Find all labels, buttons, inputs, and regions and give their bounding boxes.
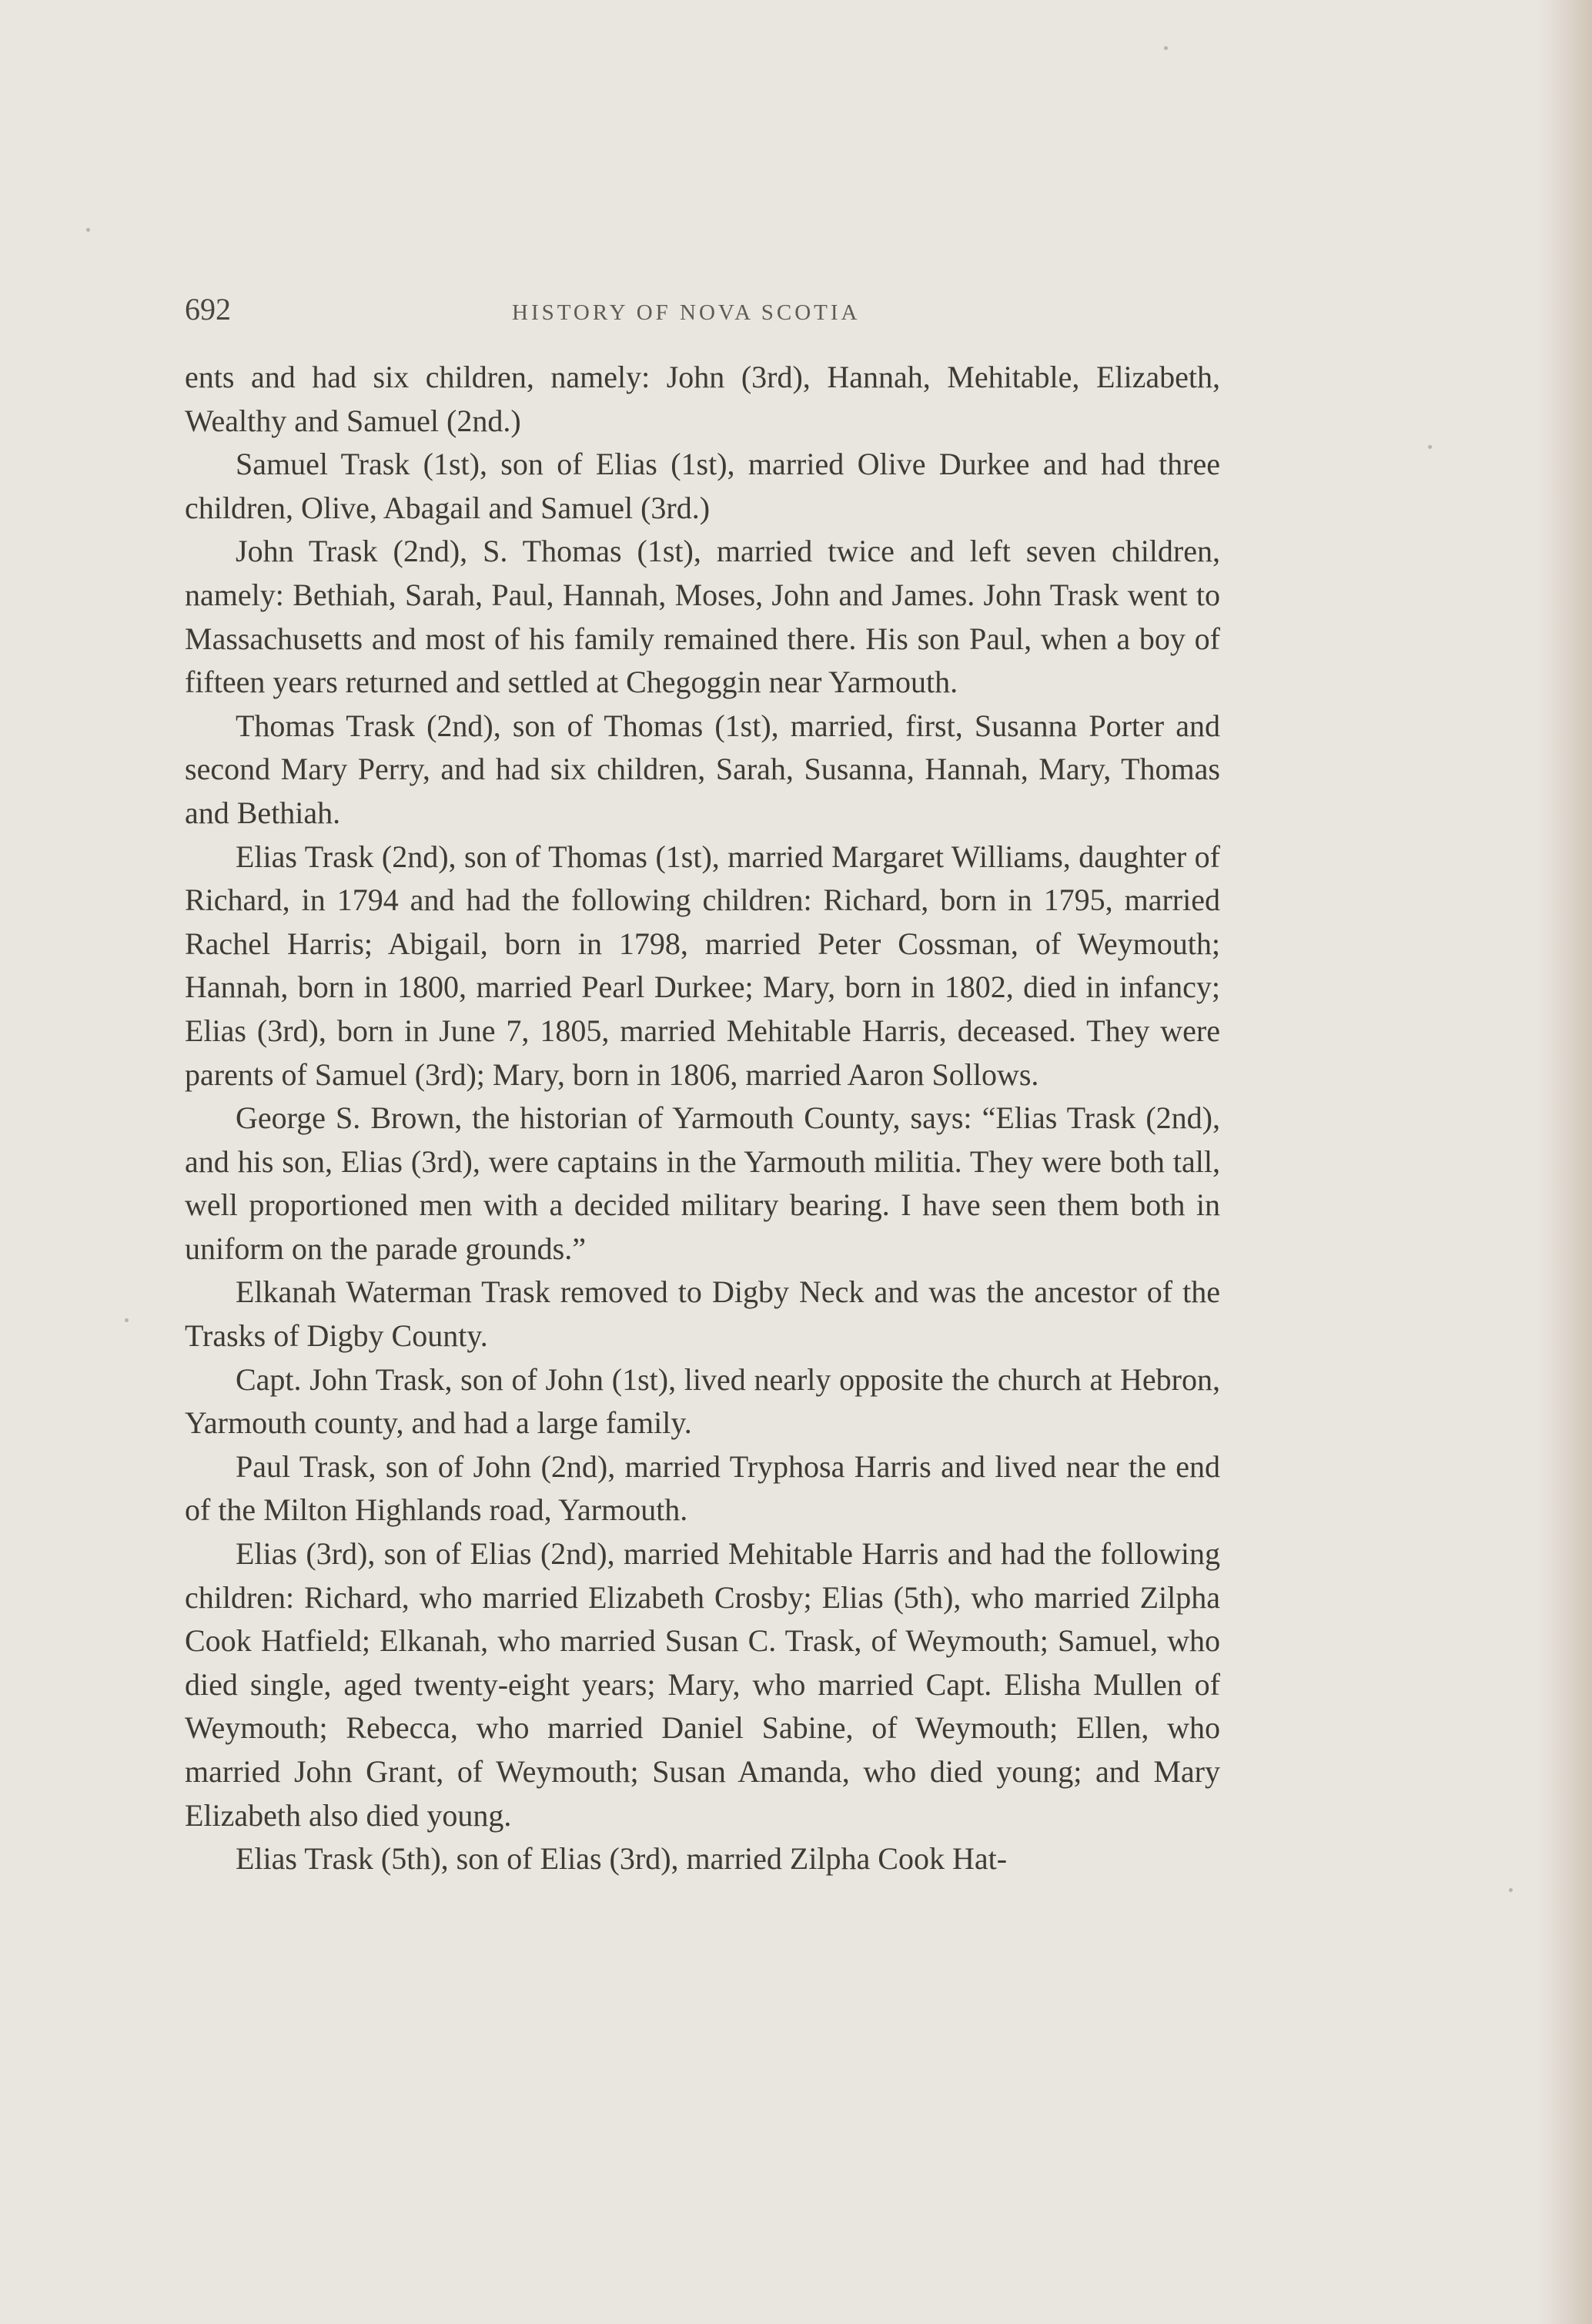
paragraph: John Trask (2nd), S. Thomas (1st), married twice and left seven children, namely: Bethiah, Sarah, Paul, Hannah, Moses, John and James. John Trask went to Massachusetts and most of his family remained there. His son Paul, when a boy of fifteen years returned and settled at Chegoggin near Yarmouth.: [185, 534, 1220, 700]
paragraph: Capt. John Trask, son of John (1st), lived nearly opposite the church at Hebron, Yarmouth county, and had a large family.: [185, 1361, 1220, 1441]
body-text: [185, 356, 1220, 1881]
page-number: 692: [185, 292, 231, 326]
page-header: [185, 286, 1224, 333]
paper-speck: [1428, 445, 1432, 449]
paragraph: George S. Brown, the historian of Yarmouth County, says: “Elias Trask (2nd), and his son, Elias (3rd), were captains in the Yarmouth militia. They were both tall, well proportioned men with a decided military bearing. I have seen them both in uniform on the parade grounds.”: [185, 1100, 1220, 1266]
page-edge-shadow: [1538, 0, 1592, 2324]
paragraph: Samuel Trask (1st), son of Elias (1st), married Olive Durkee and had three children, Olive, Abagail and Samuel (3rd.): [185, 447, 1220, 525]
paragraph: Elias Trask (2nd), son of Thomas (1st), married Margaret Williams, daughter of Richard, in 1794 and had the following children: Richard, born in 1795, married Rachel Harris; Abigail, born in 1798, married Peter Cossman, of Weymouth; Hannah, born in 1800, married Pearl Durkee; Mary, born in 1802, died in infancy; Elias (3rd), born in June 7, 1805, married Mehitable Harris, deceased. They were parents of Samuel (3rd); Mary, born in 1806, married Aaron Sollows.: [185, 839, 1220, 1092]
paragraph: Elkanah Waterman Trask removed to Digby Neck and was the ancestor of the Trasks of Digby County.: [185, 1274, 1220, 1354]
paper-speck: [86, 228, 90, 232]
paper-speck: [1509, 1888, 1513, 1892]
paragraph: Elias (3rd), son of Elias (2nd), married Mehitable Harris and had the following children: Richard, who married Elizabeth Crosby; Elias (5th), who married Zilpha Cook Hatfield; Elkanah, who married Susan C. Trask, of Weymouth; Samuel, who died single, aged twenty-eight years; Mary, who married Capt. Elisha Mullen of Weymouth; Rebecca, who married Daniel Sabine, of Weymouth; Ellen, who married John Grant, of Weymouth; Susan Amanda, who died young; and Mary Elizabeth also died young.: [185, 1536, 1220, 1833]
paragraph: Paul Trask, son of John (2nd), married Tryphosa Harris and lived near the end of the Milton Highlands road, Yarmouth.: [185, 1448, 1220, 1528]
paragraph: Elias Trask (5th), son of Elias (3rd), married Zilpha Cook Hat-: [236, 1841, 1008, 1877]
paper-speck: [1164, 46, 1168, 50]
running-head: HISTORY OF NOVA SCOTIA: [512, 300, 861, 325]
paragraph: ents and had six children, namely: John (3rd), Hannah, Mehitable, Elizabeth, Wealthy and Samuel (2nd.): [185, 360, 1220, 438]
paragraph: Thomas Trask (2nd), son of Thomas (1st), married, first, Susanna Porter and second Mary Perry, and had six children, Sarah, Susanna, Hannah, Mary, Thomas and Bethiah.: [185, 708, 1220, 830]
paper-speck: [125, 1318, 129, 1322]
